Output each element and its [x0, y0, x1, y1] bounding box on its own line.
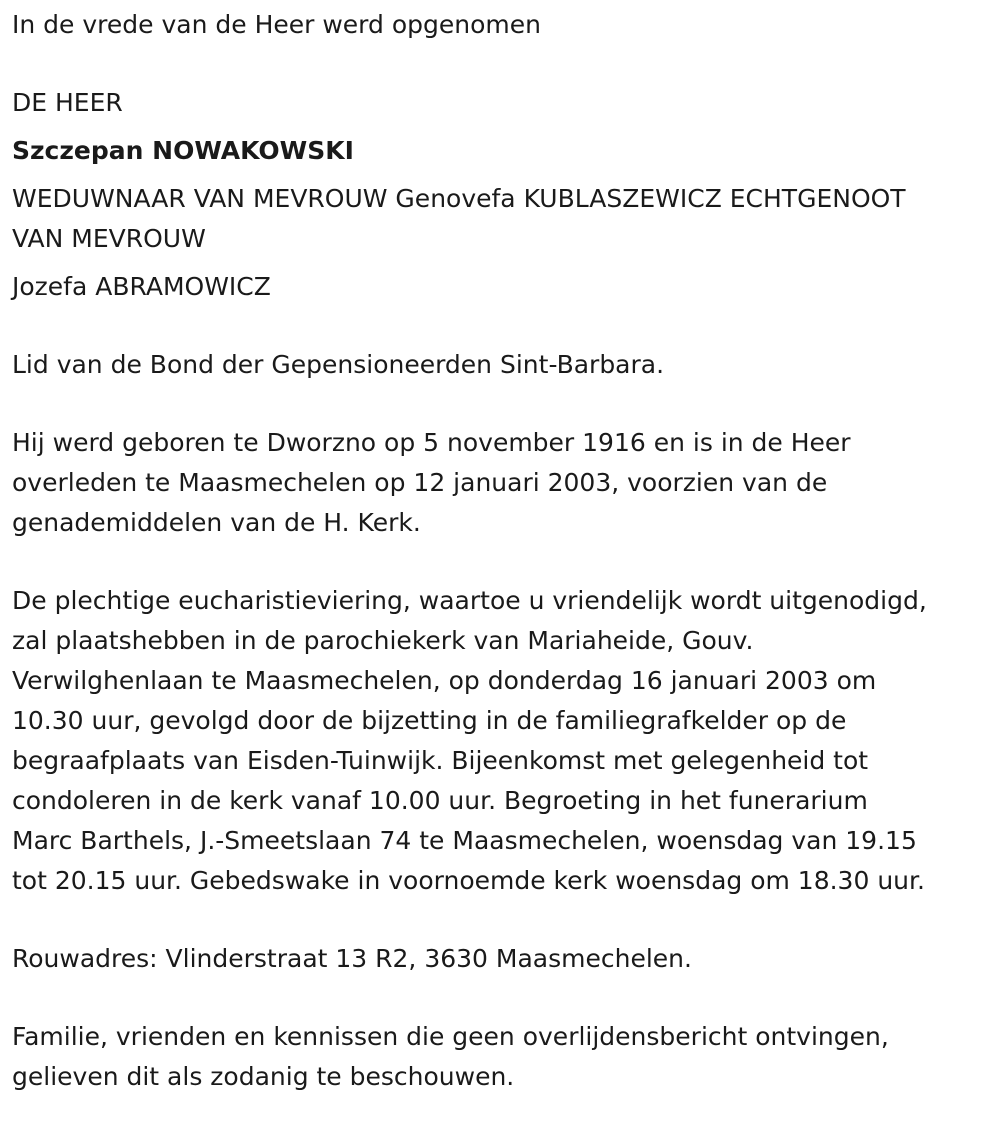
birth-death-paragraph	[12, 423, 988, 543]
text-line: 10.30 uur, gevolgd door de bijzetting in de familiegrafkelder op de	[12, 706, 847, 735]
spacer	[12, 901, 988, 939]
text-line: zal plaatshebben in de parochiekerk van Mariaheide, Gouv.	[12, 626, 754, 655]
relation-line-1: WEDUWNAAR VAN MEVROUW Genovefa KUBLASZEWICZ ECHTGENOOT	[12, 184, 906, 213]
spacer	[12, 543, 988, 581]
text-line: De plechtige eucharistieviering, waartoe u vriendelijk wordt uitgenodigd,	[12, 586, 927, 615]
ceremony-paragraph	[12, 581, 988, 901]
honorific-title: DE HEER	[12, 88, 123, 117]
spacer	[12, 171, 988, 179]
intro-line: In de vrede van de Heer werd opgenomen	[12, 10, 541, 39]
spacer	[12, 385, 988, 423]
spacer	[12, 123, 988, 131]
membership-line: Lid van de Bond der Gepensioneerden Sint-Barbara.	[12, 350, 665, 379]
text-line: genademiddelen van de H. Kerk.	[12, 508, 421, 537]
spacer	[12, 307, 988, 345]
text-line: condoleren in de kerk vanaf 10.00 uur. Begroeting in het funerarium	[12, 786, 868, 815]
spacer	[12, 45, 988, 83]
relation-line-2: VAN MEVROUW	[12, 224, 206, 253]
text-line: Familie, vrienden en kennissen die geen overlijdensbericht ontvingen,	[12, 1022, 889, 1051]
text-line: Verwilghenlaan te Maasmechelen, op donderdag 16 januari 2003 om	[12, 666, 877, 695]
text-line: overleden te Maasmechelen op 12 januari 2003, voorzien van de	[12, 468, 828, 497]
text-line: Marc Barthels, J.-Smeetslaan 74 te Maasmechelen, woensdag van 19.15	[12, 826, 917, 855]
text-line: Hij werd geboren te Dworzno op 5 november 1916 en is in de Heer	[12, 428, 851, 457]
spacer	[12, 259, 988, 267]
mourning-address: Rouwadres: Vlinderstraat 13 R2, 3630 Maasmechelen.	[12, 944, 692, 973]
closing-paragraph	[12, 1017, 988, 1097]
text-line: begraafplaats van Eisden-Tuinwijk. Bijeenkomst met gelegenheid tot	[12, 746, 869, 775]
text-line: gelieven dit als zodanig te beschouwen.	[12, 1062, 515, 1091]
text-line: tot 20.15 uur. Gebedswake in voornoemde kerk woensdag om 18.30 uur.	[12, 866, 925, 895]
deceased-name: Szczepan NOWAKOWSKI	[12, 136, 354, 165]
spouse-name: Jozefa ABRAMOWICZ	[12, 272, 271, 301]
spacer	[12, 979, 988, 1017]
